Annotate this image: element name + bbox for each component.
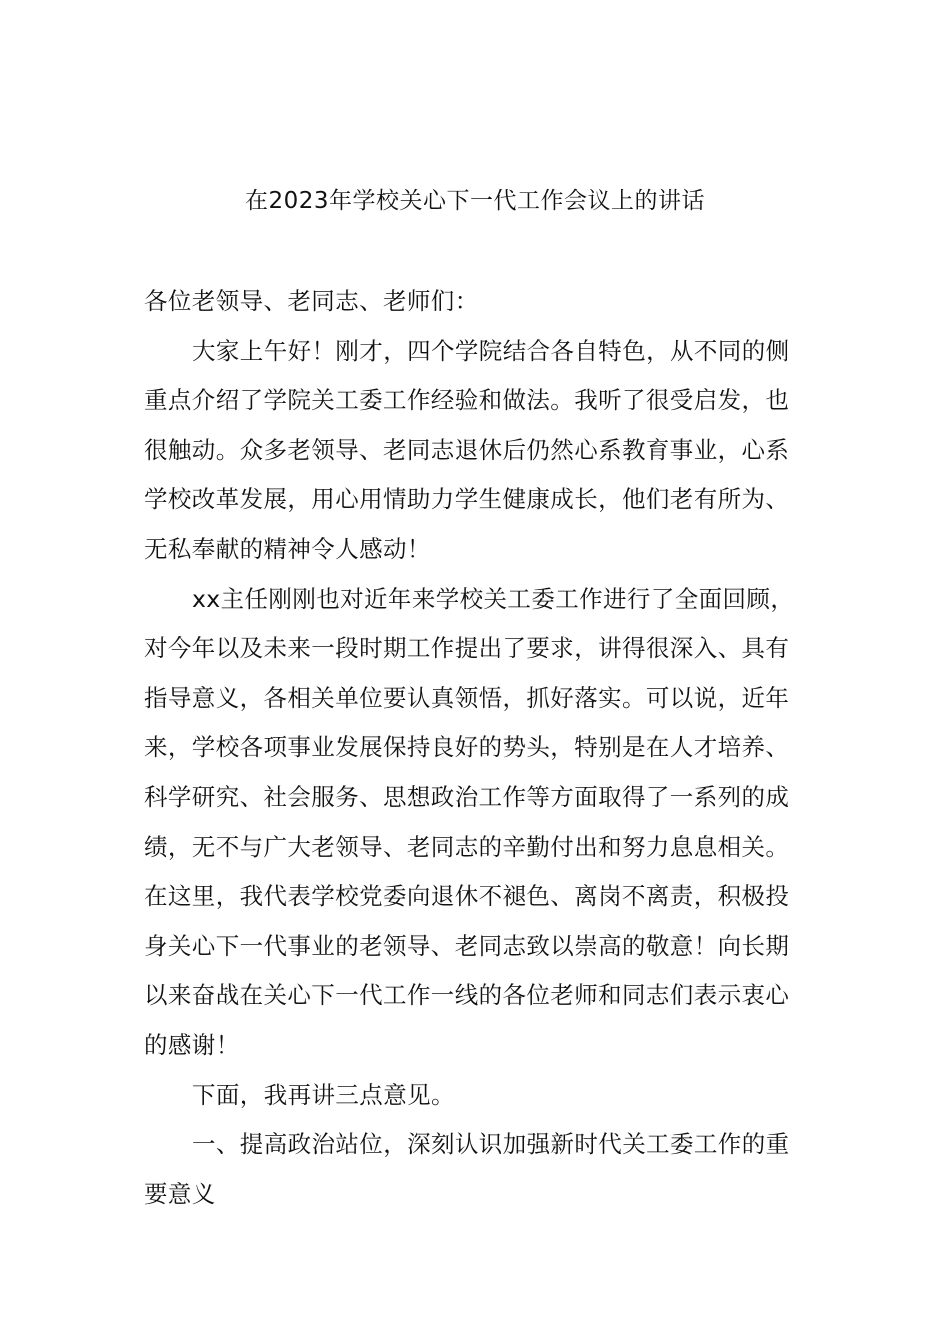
salutation-line: 各位老领导、老同志、老师们： bbox=[144, 287, 479, 315]
paragraph-line: 无私奉献的精神令人感动！ bbox=[144, 534, 431, 563]
paragraph-line: 重点介绍了学院关工委工作经验和做法。我听了很受启发，也 bbox=[144, 386, 790, 415]
paragraph-line: 学校改革发展，用心用情助力学生健康成长，他们老有所为、 bbox=[144, 485, 790, 514]
paragraph-line: 指导意义，各相关单位要认真领悟，抓好落实。可以说，近年 bbox=[144, 683, 790, 712]
document-title: 在2023年学校关心下一代工作会议上的讲话 bbox=[244, 188, 706, 214]
paragraph-line: 对今年以及未来一段时期工作提出了要求，讲得很深入、具有 bbox=[144, 634, 790, 663]
paragraph-line: 绩，无不与广大老领导、老同志的辛勤付出和努力息息相关。 bbox=[144, 832, 790, 861]
paragraph-line: xx主任刚刚也对近年来学校关工委工作进行了全面回顾， bbox=[192, 584, 795, 613]
paragraph-line: 在这里，我代表学校党委向退休不褪色、离岗不离责，积极投 bbox=[144, 882, 790, 911]
paragraph-line: 科学研究、社会服务、思想政治工作等方面取得了一系列的成 bbox=[144, 782, 790, 811]
paragraph-line: 来，学校各项事业发展保持良好的势头，特别是在人才培养、 bbox=[144, 733, 790, 762]
paragraph-line: 的感谢！ bbox=[144, 1030, 240, 1059]
document-body bbox=[144, 281, 806, 1223]
section-heading-line: 要意义 bbox=[144, 1179, 216, 1208]
paragraph-line: 以来奋战在关心下一代工作一线的各位老师和同志们表示衷心 bbox=[144, 981, 790, 1010]
paragraph-line: 很触动。众多老领导、老同志退休后仍然心系教育事业，心系 bbox=[144, 435, 790, 464]
paragraph-line: 身关心下一代事业的老领导、老同志致以崇高的敬意！向长期 bbox=[144, 931, 790, 960]
paragraph-line: 大家上午好！刚才，四个学院结合各自特色，从不同的侧 bbox=[192, 336, 790, 365]
paragraph-line: 下面，我再讲三点意见。 bbox=[192, 1080, 455, 1109]
section-heading-line: 一、提高政治站位，深刻认识加强新时代关工委工作的重 bbox=[192, 1130, 790, 1159]
